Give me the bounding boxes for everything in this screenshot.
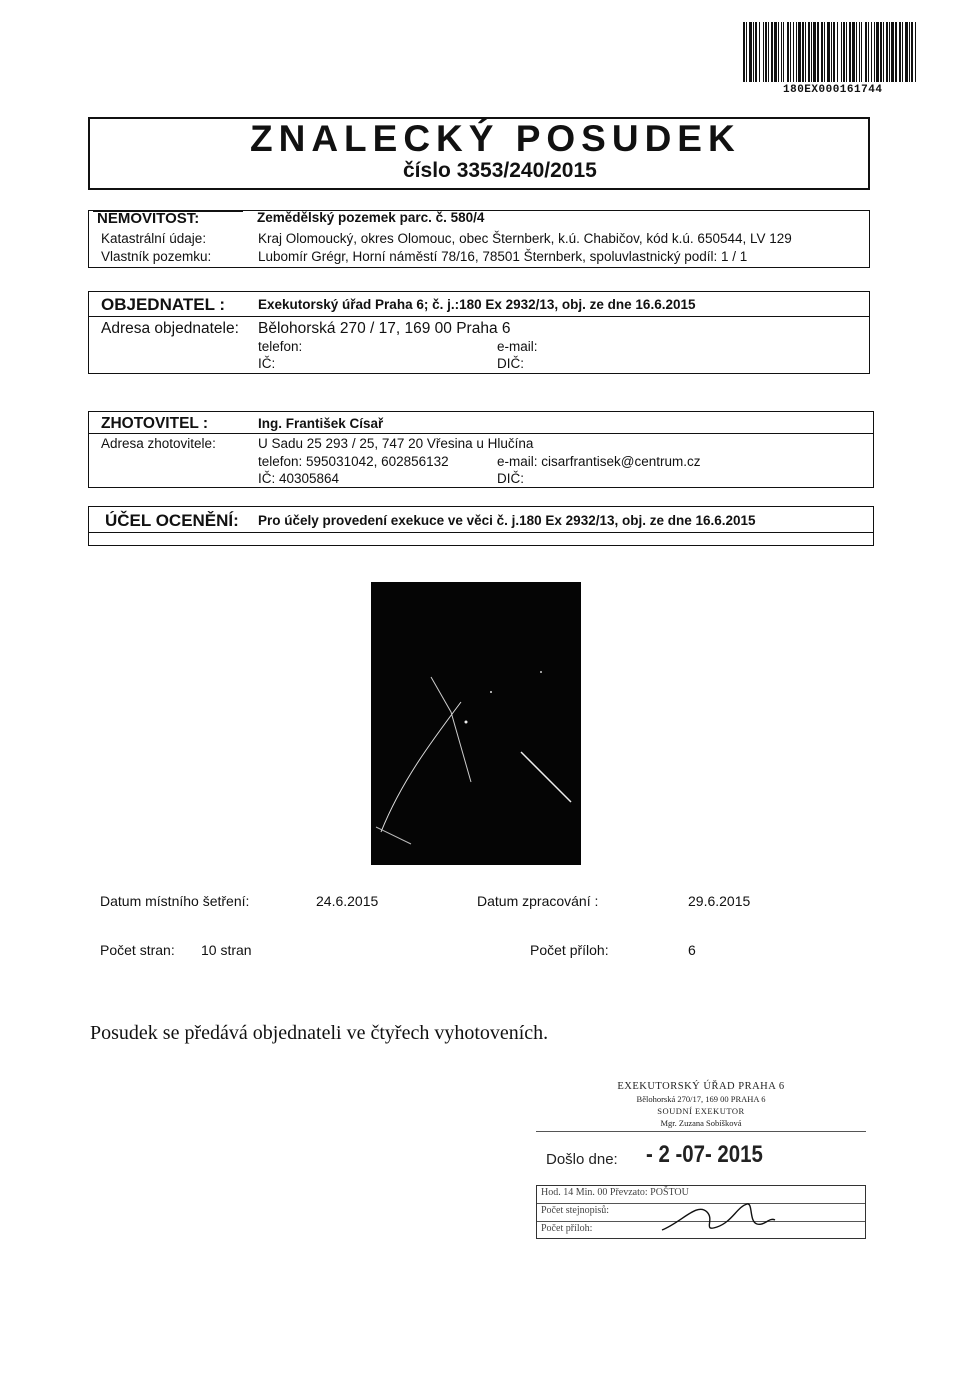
client-email-label: e-mail:	[497, 339, 538, 354]
client-address-label: Adresa objednatele:	[101, 320, 239, 337]
stamp-row-attachments: Počet příloh:	[541, 1223, 593, 1234]
owner-value: Lubomír Grégr, Horní náměstí 78/16, 78501 Šternberk, spoluvlastnický podíl: 1 / 1	[258, 249, 748, 264]
stamp-table	[536, 1185, 866, 1239]
author-dic-label: DIČ:	[497, 471, 524, 486]
author-phone: telefon: 595031042, 602856132	[258, 454, 449, 469]
cadastral-label: Katastrální údaje:	[101, 231, 207, 246]
client-label: OBJEDNATEL :	[101, 295, 226, 314]
purpose-divider	[88, 532, 874, 533]
document-number: číslo 3353/240/2015	[403, 159, 597, 182]
owner-label: Vlastník pozemku:	[101, 249, 212, 264]
author-label: ZHOTOVITEL :	[101, 415, 209, 432]
pages-label: Počet stran:	[100, 942, 175, 958]
document-title: ZNALECKÝ POSUDEK	[250, 118, 741, 159]
stamp-office: EXEKUTORSKÝ ÚŘAD PRAHA 6	[617, 1081, 785, 1092]
cadastral-value: Kraj Olomoucký, okres Olomouc, obec Šternberk, k.ú. Chabičov, kód k.ú. 650544, LV 129	[258, 231, 792, 246]
survey-date: 24.6.2015	[316, 893, 379, 909]
author-value: Ing. František Císař	[258, 416, 384, 431]
processing-date: 29.6.2015	[688, 893, 751, 909]
client-divider	[88, 316, 870, 317]
author-ic: IČ: 40305864	[258, 471, 340, 486]
stamp-received-date: - 2 -07- 2015	[646, 1141, 763, 1168]
author-divider	[88, 433, 874, 434]
client-address-value: Bělohorská 270 / 17, 169 00 Praha 6	[258, 320, 511, 337]
stamp-row-copies: Počet stejnopisů:	[541, 1205, 610, 1216]
stamp-role: SOUDNÍ EXEKUTOR	[657, 1106, 745, 1116]
received-stamp	[536, 1069, 866, 1239]
photo-dark-area	[371, 582, 581, 865]
photo-texture	[371, 582, 581, 865]
client-phone-label: telefon:	[258, 339, 303, 354]
survey-date-label: Datum místního šetření:	[100, 893, 250, 909]
pages-value: 10 stran	[201, 942, 252, 958]
barcode-graphic	[742, 22, 920, 82]
author-address-value: U Sadu 25 293 / 25, 747 20 Vřesina u Hlučína	[258, 436, 534, 451]
client-dic-label: DIČ:	[497, 356, 524, 371]
property-label: NEMOVITOST:	[97, 210, 200, 227]
author-address-label: Adresa zhotovitele:	[101, 436, 216, 451]
property-value: Zemědělský pozemek parc. č. 580/4	[257, 210, 485, 225]
attachments-value: 6	[688, 942, 696, 958]
stamp-address: Bělohorská 270/17, 169 00 PRAHA 6	[636, 1094, 766, 1104]
processing-date-label: Datum zpracování :	[477, 893, 599, 909]
stamp-received-label: Došlo dne:	[546, 1151, 618, 1168]
client-ic-label: IČ:	[258, 356, 276, 371]
attachments-label: Počet příloh:	[530, 942, 609, 958]
delivery-note: Posudek se předává objednateli ve čtyřech vyhotoveních.	[90, 1022, 549, 1044]
signature-icon	[657, 1192, 777, 1237]
barcode-number: 180EX000161744	[783, 84, 883, 96]
purpose-value: Pro účely provedení exekuce ve věci č. j.180 Ex 2932/13, obj. ze dne 16.6.2015	[258, 513, 756, 528]
stamp-row-time: Hod. 14 Min. 00 Převzato: POŠTOU	[541, 1187, 689, 1198]
client-value: Exekutorský úřad Praha 6; č. j.:180 Ex 2932/13, obj. ze dne 16.6.2015	[258, 297, 696, 312]
stamp-divider	[536, 1131, 866, 1132]
author-email: e-mail: cisarfrantisek@centrum.cz	[497, 454, 701, 469]
property-photo	[173, 578, 787, 869]
purpose-label: ÚČEL OCENĚNÍ:	[105, 511, 239, 530]
stamp-name: Mgr. Zuzana Sobíšková	[660, 1118, 742, 1128]
